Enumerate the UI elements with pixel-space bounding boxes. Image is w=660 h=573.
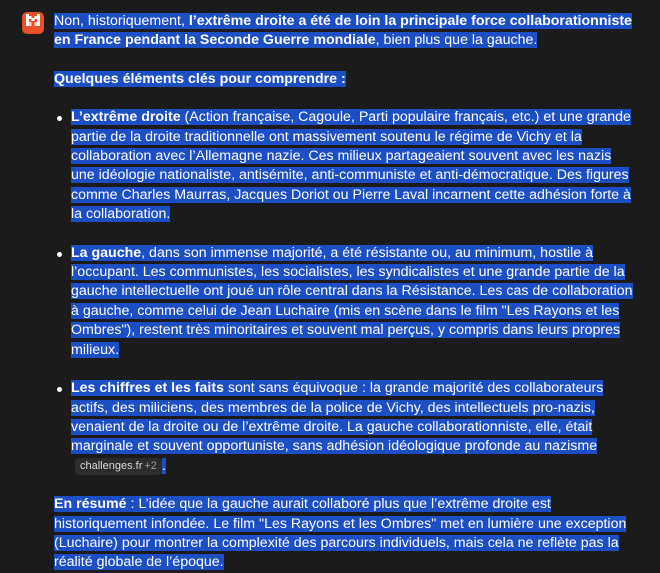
bullet-icon <box>57 252 62 257</box>
source-label: challenges.fr <box>80 459 143 472</box>
list-item <box>54 244 638 360</box>
mistral-logo-icon <box>26 13 40 32</box>
intro-paragraph <box>54 12 638 51</box>
list-item-bold: Les chiffres et les faits <box>71 380 224 397</box>
list-item <box>54 108 638 224</box>
intro-bold: l’extrême droite a été de loin la principale force collaborationniste en France pendant la Seconde Guerre mondiale <box>54 13 632 49</box>
list-item-bold: La gauche <box>71 244 142 261</box>
intro-text-end: , bien plus que la gauche. <box>375 32 538 49</box>
list-item-text: sont sans équivoque : la grande majorité des collaborateurs actifs, des miliciens, des membres de la police de Vichy, des intellectuels pro-nazis, venaient de la droite ou de l’extrême droite. La gauche collaborationniste, elle, était marginale et souvent opportuniste, sans adhésion idéologique profonde au nazisme <box>71 380 604 455</box>
list-item-tail: . <box>161 457 166 474</box>
source-citation-chip[interactable] <box>75 458 162 475</box>
assistant-avatar <box>22 12 44 34</box>
bullet-icon <box>57 116 62 121</box>
bullet-icon <box>57 387 62 392</box>
summary-text: : L’idée que la gauche aurait collaboré plus que l’extrême droite est historiquement infondée. Le film "Les Rayons et les Ombres" met en lumière une exception (Luchaire) pour montrer la complexité des parcours individuels, mais cela ne reflète pas la réalité globale de l’époque. <box>54 496 627 571</box>
list-item-text: (Action française, Cagoule, Parti populaire français, etc.) et une grande partie de la droite traditionnelle ont massivement soutenu le régime de Vichy et la collaboration avec l’Allemagne nazie. Ces milieux partageaient souvent avec les nazis une idéologie nationaliste, antisémite, anti-communiste et anti-démocratique. Des figures comme Charles Maurras, Jacques Doriot ou Pierre Laval incarnent cette adhésion forte à la collaboration. <box>71 109 631 223</box>
source-more-count: +2 <box>144 459 157 472</box>
summary-paragraph <box>54 495 638 573</box>
list-item-bold: L’extrême droite <box>71 109 181 126</box>
list-item-text: , dans son immense majorité, a été résistante ou, au minimum, hostile à l’occupant. Les communistes, les socialistes, les syndicalistes et une grande partie de la gauche intellectuelle ont joué un rôle central dans la Résistance. Les cas de collaboration à gauche, comme celui de Jean Luchaire (mis en scène dans le film "Les Rayons et les Ombres"), restent très minoritaires et souvent mal perçus, y compris dans leurs propres milieux. <box>71 244 633 358</box>
assistant-message <box>54 12 638 573</box>
key-points-list <box>54 108 638 476</box>
intro-text: Non, historiquement, <box>54 13 189 29</box>
summary-bold: En résumé <box>54 496 127 513</box>
list-item <box>54 379 638 476</box>
subheading: Quelques éléments clés pour comprendre : <box>54 70 346 87</box>
